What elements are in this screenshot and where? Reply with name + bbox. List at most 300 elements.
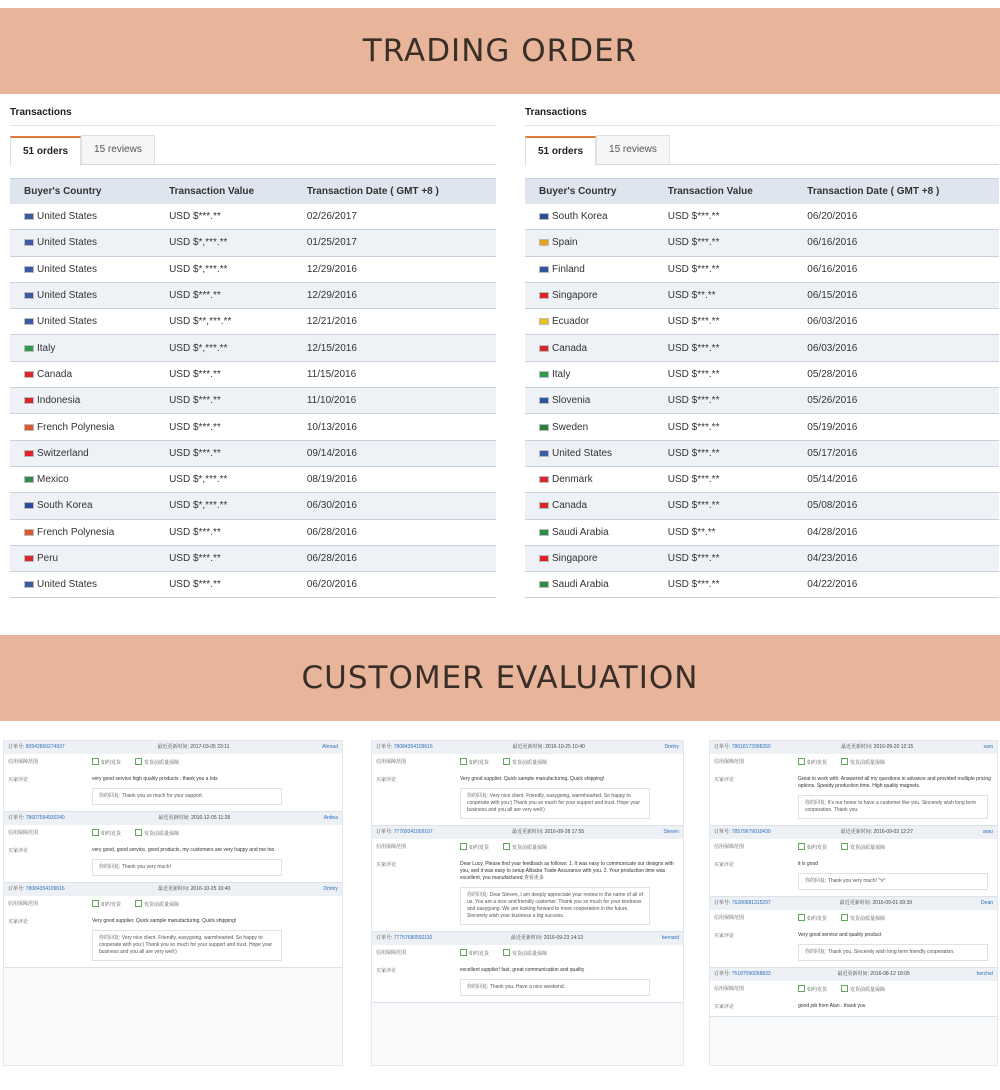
transaction-date: 06/16/2016: [793, 230, 999, 256]
seller-reply: [92, 930, 282, 961]
guarantee-label: 信用保障范围: [714, 986, 745, 992]
comment-block: [92, 776, 282, 805]
guarantee-row: [4, 825, 342, 843]
review-card: [710, 826, 997, 897]
transaction-date: 06/03/2016: [793, 335, 999, 361]
comment-block: [460, 776, 650, 819]
table-row: [525, 414, 999, 440]
table-row: [525, 309, 999, 335]
seller-reply: [798, 873, 988, 890]
comment-row: [372, 963, 683, 1002]
review-card: [710, 897, 997, 968]
check-icon: [798, 758, 805, 765]
table-row: [525, 256, 999, 282]
guarantee-tag: [841, 758, 885, 768]
guarantee-tag: [841, 914, 885, 924]
order-info: [8, 741, 65, 754]
review-header: [710, 826, 997, 839]
table-row: [525, 493, 999, 519]
buyer-name[interactable]: Anitea: [323, 815, 338, 821]
comment-text: it is good: [798, 861, 819, 867]
flag-icon: [24, 555, 34, 562]
guarantee-row: [710, 839, 997, 857]
guarantee-tag: [798, 914, 827, 924]
review-card: [372, 932, 683, 1003]
country-name: Indonesia: [37, 395, 81, 407]
order-id-link[interactable]: 77757680592110: [393, 935, 433, 941]
country-name: South Korea: [37, 500, 93, 512]
country-cell: [525, 335, 654, 361]
country-cell: [525, 545, 654, 571]
comment-block: [460, 861, 679, 925]
table-row: [525, 545, 999, 571]
guarantee-text: 发货前质量保障: [512, 760, 548, 766]
check-icon: [460, 758, 467, 765]
transaction-date: 06/03/2016: [793, 309, 999, 335]
flag-icon: [24, 371, 34, 378]
reply-label: 你的回复:: [805, 800, 828, 806]
guarantee-row: [710, 981, 997, 999]
seller-reply: [798, 944, 988, 961]
country-cell: [525, 361, 654, 387]
transaction-value: USD $***.**: [155, 545, 293, 571]
check-icon: [503, 949, 510, 956]
order-id-link[interactable]: 78607594930240: [25, 815, 65, 821]
comment-row: [4, 914, 342, 967]
check-icon: [798, 914, 805, 921]
order-info: [376, 741, 433, 754]
comment-block: [92, 918, 282, 961]
transaction-date: 10/13/2016: [293, 414, 496, 440]
transaction-value: USD $*,***.**: [155, 466, 293, 492]
check-icon: [798, 843, 805, 850]
comment-label: 买家评论: [8, 919, 29, 925]
country-cell: [10, 230, 155, 256]
country-name: United States: [37, 237, 98, 249]
country-cell: [525, 388, 654, 414]
transaction-date: 08/19/2016: [293, 466, 496, 492]
buyer-name[interactable]: Steven: [663, 829, 679, 835]
guarantee-tag: [503, 843, 547, 853]
order-id-link[interactable]: 78084354109616: [25, 886, 65, 892]
flag-icon: [539, 581, 549, 588]
updated-time: 最近更新时间: 2016-09-01 09:39: [839, 900, 913, 906]
country-name: Sweden: [552, 421, 589, 433]
comment-text: Dear Lucy, Please find your feedback as follows: 1. It was easy to communicate our designs with you, and it was easy to setup Alibaba Trade Assurance with you. 2. Your production time was excellent, you manufactured 查看更多: [460, 861, 674, 881]
guarantee-row: [4, 754, 342, 772]
table-row: [10, 335, 496, 361]
guarantee-row: [710, 754, 997, 772]
country-cell: [10, 440, 155, 466]
table-row: [10, 572, 496, 598]
flag-icon: [539, 502, 549, 509]
transaction-date: 02/26/2017: [293, 204, 496, 230]
country-cell: [525, 493, 654, 519]
comment-block: [798, 1003, 866, 1010]
guarantee-label: 信用保障范围: [8, 759, 39, 765]
country-cell: [10, 309, 155, 335]
flag-icon: [539, 397, 549, 404]
check-icon: [460, 949, 467, 956]
updated-time: 最近更新时间: 2016-10-25 10:40: [158, 886, 231, 892]
flag-icon: [24, 424, 34, 431]
comment-block: [798, 932, 988, 961]
transaction-date: 05/28/2016: [793, 361, 999, 387]
transactions-table: [525, 178, 999, 598]
guarantee-label: 信用保障范围: [714, 759, 745, 765]
country-name: United States: [37, 579, 98, 591]
order-id-link[interactable]: 78579679010430: [731, 829, 771, 835]
buyer-name[interactable]: sam: [983, 744, 993, 750]
tab-reviews[interactable]: 15 reviews: [596, 135, 670, 164]
flag-icon: [539, 239, 549, 246]
guarantee-tag: [460, 949, 489, 959]
trading-order-heading: TRADING ORDER: [362, 33, 638, 69]
comment-block: [798, 776, 993, 819]
guarantee-text: 发货前质量保障: [144, 831, 180, 837]
reply-label: 你的回复:: [467, 984, 490, 990]
updated-time: 最近更新时间: 2016-09-03 12:27: [840, 829, 913, 835]
transactions-panel-left: [10, 104, 496, 598]
review-card: [372, 826, 683, 932]
seller-reply: [460, 788, 650, 819]
comment-label: 买家评论: [376, 777, 397, 783]
transaction-value: USD $***.**: [155, 388, 293, 414]
comment-text: very good service high quality products . thank you a lots: [92, 776, 218, 782]
table-row: [525, 282, 999, 308]
guarantee-text: 如约发货: [101, 831, 122, 837]
country-name: United States: [37, 316, 98, 328]
comment-row: [4, 772, 342, 811]
guarantee-tag: [135, 758, 179, 768]
guarantee-text: 如约发货: [101, 760, 122, 766]
country-cell: [10, 256, 155, 282]
reply-label: 你的回复:: [99, 935, 122, 941]
comment-row: [372, 857, 683, 931]
country-cell: [525, 230, 654, 256]
reply-label: 你的回复:: [467, 892, 490, 898]
guarantee-text: 发货前质量保障: [850, 987, 886, 993]
comment-block: [460, 967, 650, 996]
transactions-title: Transactions: [525, 104, 999, 126]
table-row: [10, 256, 496, 282]
guarantee-tag: [841, 843, 885, 853]
guarantee-text: 发货前质量保障: [850, 916, 886, 922]
guarantee-text: 如约发货: [469, 760, 490, 766]
order-info: [714, 741, 771, 754]
flag-icon: [24, 581, 34, 588]
order-id-link[interactable]: 76280681315297: [731, 900, 771, 906]
guarantee-row: [4, 896, 342, 914]
flag-icon: [24, 239, 34, 246]
transactions-title: Transactions: [10, 104, 496, 126]
country-cell: [10, 545, 155, 571]
guarantee-tag: [798, 758, 827, 768]
order-info: [714, 826, 771, 839]
comment-text: very good, good service, good products, my customers are very happy and me too.: [92, 847, 276, 853]
guarantee-row: [372, 945, 683, 963]
guarantee-label: 信用保障范围: [8, 830, 39, 836]
guarantee-tag: [135, 829, 179, 839]
table-row: [525, 466, 999, 492]
buyer-name[interactable]: Dmitry: [323, 886, 338, 892]
guarantee-text: 如约发货: [469, 845, 490, 851]
transaction-value: USD $***.**: [155, 440, 293, 466]
guarantee-label: 信用保障范围: [376, 759, 407, 765]
reply-text: Thank you very much!: [121, 864, 171, 870]
transaction-date: 11/15/2016: [293, 361, 496, 387]
guarantee-tag: [503, 949, 547, 959]
comment-text: Great to work with. Answered all my questions in advance and provided multiple pricing options. Speedy production time. High quality magnets.: [798, 776, 991, 789]
comment-text: good job from Alan . thank you: [798, 1003, 866, 1009]
guarantee-text: 发货前质量保障: [850, 845, 886, 851]
col-country: Buyer's Country: [10, 179, 155, 204]
guarantee-label: 信用保障范围: [376, 844, 407, 850]
review-column: [3, 740, 343, 1066]
order-id-link[interactable]: 78018173398260: [731, 744, 771, 750]
flag-icon: [539, 318, 549, 325]
updated-time: 最近更新时间: 2016-09-23 14:13: [510, 935, 584, 941]
transaction-value: USD $***.**: [155, 519, 293, 545]
seller-reply: [92, 859, 282, 876]
order-label: 订单号:: [714, 971, 732, 977]
country-cell: [525, 572, 654, 598]
comment-label: 买家评论: [376, 968, 397, 974]
review-header: [4, 741, 342, 754]
review-header: [710, 741, 997, 754]
order-info: [376, 826, 433, 839]
country-cell: [525, 256, 654, 282]
transaction-value: USD $***.**: [654, 388, 794, 414]
buyer-name[interactable]: Dean: [981, 900, 993, 906]
review-header: [372, 826, 683, 839]
guarantee-text: 发货前质量保障: [512, 951, 548, 957]
order-id-link[interactable]: 78084354109616: [393, 744, 433, 750]
review-header: [710, 897, 997, 910]
tab-orders[interactable]: 51 orders: [10, 136, 81, 166]
buyer-name[interactable]: arao: [982, 829, 993, 835]
guarantee-label: 信用保障范围: [376, 950, 407, 956]
comment-text: excellent supplier! fast, great communication and quality: [460, 967, 585, 973]
country-cell: [10, 466, 155, 492]
transaction-value: USD $**,***.**: [155, 309, 293, 335]
guarantee-text: 如约发货: [807, 760, 828, 766]
check-icon: [798, 985, 805, 992]
transaction-date: 04/28/2016: [793, 519, 999, 545]
table-row: [10, 309, 496, 335]
transaction-date: 09/14/2016: [293, 440, 496, 466]
country-name: United States: [37, 263, 98, 275]
transaction-value: USD $*,***.**: [155, 335, 293, 361]
table-row: [525, 230, 999, 256]
order-id-link[interactable]: 80542860274937: [25, 744, 65, 750]
table-row: [525, 388, 999, 414]
check-icon: [841, 843, 848, 850]
transaction-date: 04/23/2016: [793, 545, 999, 571]
country-cell: [525, 519, 654, 545]
reply-label: 你的回复:: [805, 949, 828, 955]
flag-icon: [24, 476, 34, 483]
flag-icon: [24, 450, 34, 457]
country-cell: [10, 414, 155, 440]
guarantee-text: 发货前质量保障: [512, 845, 548, 851]
table-row: [10, 282, 496, 308]
comment-text: Very good supplier. Quick sample manufacturing. Quick shipping!: [92, 918, 237, 924]
transaction-date: 05/26/2016: [793, 388, 999, 414]
country-cell: [525, 440, 654, 466]
flag-icon: [24, 266, 34, 273]
reply-label: 你的回复:: [99, 793, 122, 799]
country-cell: [10, 282, 155, 308]
country-name: Spain: [552, 237, 578, 249]
review-card: [710, 968, 997, 1017]
flag-icon: [24, 292, 34, 299]
check-icon: [460, 843, 467, 850]
transaction-value: USD $*,***.**: [155, 230, 293, 256]
transaction-date: 06/20/2016: [293, 572, 496, 598]
check-icon: [135, 758, 142, 765]
country-name: Slovenia: [552, 395, 591, 407]
country-name: Saudi Arabia: [552, 526, 609, 538]
buyer-name[interactable]: Dmitry: [664, 744, 679, 750]
tab-reviews[interactable]: 15 reviews: [81, 135, 155, 164]
country-name: Canada: [37, 368, 73, 380]
flag-icon: [539, 450, 549, 457]
transaction-date: 06/20/2016: [793, 204, 999, 230]
table-row: [10, 204, 496, 230]
col-date: Transaction Date ( GMT +8 ): [293, 179, 496, 204]
guarantee-text: 如约发货: [807, 845, 828, 851]
guarantee-label: 信用保障范围: [8, 901, 39, 907]
comment-label: 买家评论: [376, 862, 397, 868]
flag-icon: [24, 345, 34, 352]
table-row: [525, 572, 999, 598]
seller-reply: [460, 979, 650, 996]
tab-orders[interactable]: 51 orders: [525, 136, 596, 166]
check-icon: [841, 985, 848, 992]
country-cell: [10, 361, 155, 387]
order-label: 订单号:: [714, 829, 732, 835]
reply-label: 你的回复:: [467, 793, 490, 799]
buyer-name[interactable]: herchel: [976, 971, 993, 977]
transaction-date: 04/22/2016: [793, 572, 999, 598]
order-id-link[interactable]: 77709341009107: [393, 829, 433, 835]
transaction-value: USD $***.**: [654, 230, 794, 256]
table-row: [525, 361, 999, 387]
comment-row: [710, 857, 997, 896]
reply-label: 你的回复:: [99, 864, 122, 870]
flag-icon: [24, 529, 34, 536]
country-name: Canada: [552, 500, 588, 512]
buyer-name[interactable]: bernard: [661, 935, 679, 941]
review-header: [4, 883, 342, 896]
country-name: United States: [37, 210, 98, 222]
country-name: United States: [552, 447, 613, 459]
transactions-tabs: [10, 135, 496, 165]
flag-icon: [539, 555, 549, 562]
order-id-link[interactable]: 75187090058833: [731, 971, 771, 977]
country-cell: [10, 572, 155, 598]
transaction-value: USD $***.**: [654, 309, 794, 335]
flag-icon: [539, 292, 549, 299]
buyer-name[interactable]: Ahmad: [322, 744, 338, 750]
table-row: [10, 230, 496, 256]
country-cell: [10, 335, 155, 361]
check-icon: [135, 829, 142, 836]
comment-row: [710, 772, 997, 825]
flag-icon: [24, 502, 34, 509]
comment-row: [372, 772, 683, 825]
flag-icon: [539, 371, 549, 378]
country-cell: [525, 204, 654, 230]
updated-time: 最近更新时间: 2016-09-20 12:15: [841, 744, 914, 750]
guarantee-row: [372, 754, 683, 772]
flag-icon: [539, 266, 549, 273]
transaction-date: 05/17/2016: [793, 440, 999, 466]
country-name: Singapore: [552, 290, 598, 302]
col-date: Transaction Date ( GMT +8 ): [793, 179, 999, 204]
updated-time: 最近更新时间: 2016-10-25 10:40: [512, 744, 585, 750]
flag-icon: [24, 318, 34, 325]
country-name: South Korea: [552, 210, 608, 222]
check-icon: [92, 900, 99, 907]
comment-text: Very good supplier. Quick sample manufacturing. Quick shipping!: [460, 776, 605, 782]
trading-order-banner: [0, 8, 1000, 94]
order-info: [8, 883, 65, 896]
flag-icon: [539, 529, 549, 536]
transaction-value: USD $***.**: [654, 440, 794, 466]
flag-icon: [24, 213, 34, 220]
order-info: [376, 932, 432, 945]
guarantee-tag: [92, 829, 121, 839]
comment-block: [92, 847, 282, 876]
reply-text: Dear Steven, I am deeply appreciate your review in the name of all of us. You are a nice and friendly customer. Thank you so much for your kindness and easygoing. We are looking forward to more cooperation in the future. Sincerely wish your business a big success.: [467, 892, 643, 919]
table-row: [525, 204, 999, 230]
order-label: 订单号:: [8, 815, 26, 821]
review-header: [4, 812, 342, 825]
guarantee-tag: [841, 985, 885, 995]
check-icon: [841, 758, 848, 765]
guarantee-text: 如约发货: [807, 987, 828, 993]
flag-icon: [539, 213, 549, 220]
table-row: [525, 519, 999, 545]
guarantee-label: 信用保障范围: [714, 844, 745, 850]
updated-time: 最近更新时间: 2016-12-05 11:28: [158, 815, 231, 821]
reply-text: Thank you very much! ^v^: [827, 878, 886, 884]
guarantee-tag: [798, 843, 827, 853]
transaction-date: 06/16/2016: [793, 256, 999, 282]
comment-row: [710, 999, 997, 1016]
guarantee-text: 如约发货: [101, 902, 122, 908]
review-column: [709, 740, 998, 1066]
guarantee-text: 如约发货: [807, 916, 828, 922]
review-card: [4, 812, 342, 883]
reply-label: 你的回复:: [805, 878, 828, 884]
updated-time: 最近更新时间: 2016-08-12 18:05: [837, 971, 910, 977]
check-icon: [92, 829, 99, 836]
country-name: Ecuador: [552, 316, 590, 328]
country-name: Canada: [552, 342, 588, 354]
transaction-value: USD $***.**: [654, 414, 794, 440]
col-value: Transaction Value: [654, 179, 794, 204]
check-icon: [503, 843, 510, 850]
updated-time: 最近更新时间: 2017-03-05 23:11: [157, 744, 230, 750]
transaction-value: USD $***.**: [155, 282, 293, 308]
order-label: 订单号:: [714, 744, 732, 750]
transaction-value: USD $**.**: [654, 282, 794, 308]
check-icon: [92, 758, 99, 765]
country-name: Italy: [37, 342, 56, 354]
